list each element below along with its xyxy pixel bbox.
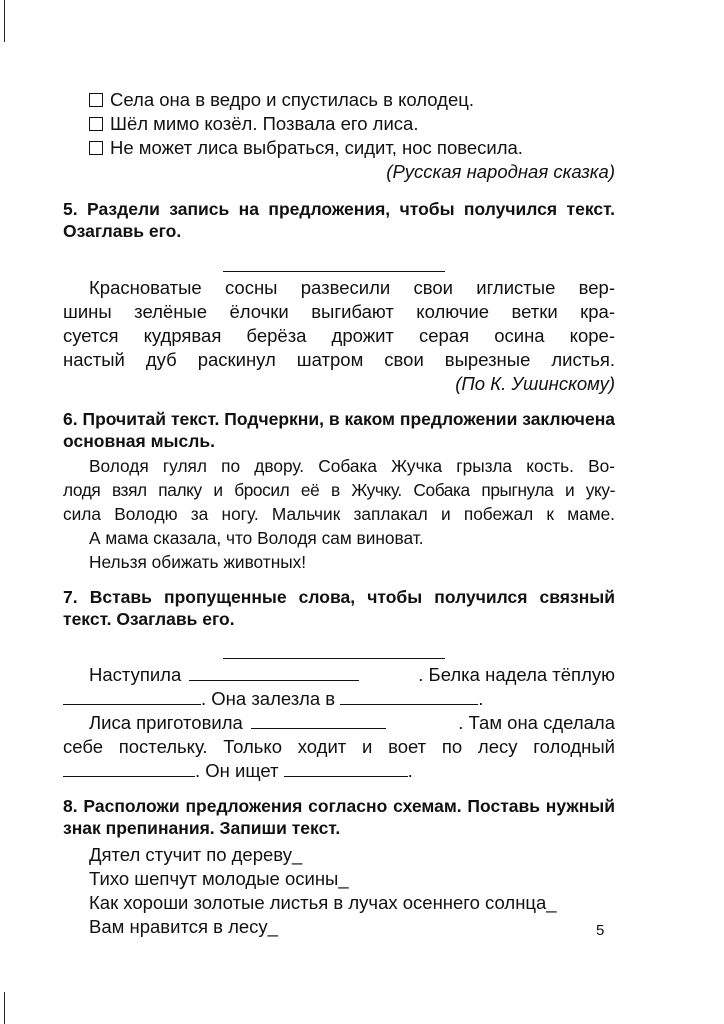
text-line: Лиса приготовила . Там она сделала (89, 712, 615, 733)
text-line: Нельзя обижать животных! (89, 552, 307, 572)
task-8 (63, 795, 615, 939)
options-list (63, 88, 615, 184)
page-edge-mark-bottom (4, 992, 5, 1024)
option-text: Шёл мимо козёл. Позвала его лиса. (110, 113, 419, 134)
task-6 (63, 408, 615, 574)
task-number: 8. (63, 796, 78, 816)
text-line: А мама сказала, что Володя сам виноват. (89, 528, 424, 548)
text-line: Вам нравится в лесу_ (89, 916, 278, 937)
answer-blank[interactable] (284, 759, 408, 777)
option-item (63, 88, 615, 112)
checkbox-3[interactable] (89, 141, 103, 155)
checkbox-1[interactable] (89, 93, 103, 107)
option-text: Села она в ведро и спустилась в колодец. (110, 89, 474, 110)
task-7 (63, 586, 615, 783)
text-line: суется кудрявая берёза дрожит серая осина коре- (63, 325, 615, 346)
source-note: (По К. Ушинскому) (455, 373, 615, 394)
task-5-instruction: 5. Раздели запись на предложения, чтобы получился текст. Озаглавь его. (63, 199, 615, 241)
text-line: шины зелёные ёлочки выгибают колючие ветки кра- (63, 301, 615, 322)
text-line: Тихо шепчут молодые осины_ (89, 868, 349, 889)
option-item (63, 112, 615, 136)
title-blank-field[interactable] (223, 270, 445, 272)
source-note: (Русская народная сказка) (386, 161, 615, 182)
text-line: лодя взял палку и бросил её в Жучку. Собака прыгнула и уку- (63, 480, 615, 500)
option-item (63, 136, 615, 160)
page-number: 5 (596, 922, 605, 939)
task-6-instruction: 6. Прочитай текст. Подчеркни, в каком предложении заключена основная мысль. (63, 409, 615, 451)
task-number: 7. (63, 587, 78, 607)
text-line: Володя гулял по двору. Собака Жучка грызла кость. Во- (89, 456, 615, 476)
text-line: себе постельку. Только ходит и воет по лесу голодный (63, 736, 615, 757)
task-number: 6. (63, 409, 78, 429)
option-text: Не может лиса выбраться, сидит, нос повесила. (110, 137, 523, 158)
answer-blank[interactable] (340, 687, 478, 705)
text-line: Красноватые сосны развесили свои иглистые вер- (89, 277, 615, 298)
page-content (63, 88, 615, 939)
answer-blank[interactable] (63, 759, 195, 777)
answer-blank[interactable] (251, 711, 386, 729)
text-line: сила Володю за ногу. Мальчик заплакал и побежал к маме. (63, 504, 615, 524)
text-line: Дятел стучит по дереву_ (89, 844, 303, 865)
task-5-text (63, 276, 615, 396)
title-blank-field[interactable] (223, 657, 445, 659)
task-6-text (63, 454, 615, 574)
task-8-instruction: 8. Расположи предложения согласно схемам. Поставь нужный знак препинания. Запиши текст. (63, 796, 616, 838)
task-5 (63, 198, 615, 396)
task-7-text (63, 663, 615, 783)
text-line: настый дуб раскинул шатром свои вырезные листья. (63, 349, 615, 370)
task-7-instruction: 7. Вставь пропущенные слова, чтобы получился связный текст. Озаглавь его. (63, 587, 615, 629)
page-edge-mark-top (4, 0, 5, 42)
answer-blank[interactable] (189, 663, 359, 681)
text-line: . Он ищет . (63, 759, 615, 783)
task-8-text (63, 843, 615, 939)
checkbox-2[interactable] (89, 117, 103, 131)
text-line: Наступила . Белка надела тёплую (89, 664, 615, 685)
task-number: 5. (63, 199, 78, 219)
answer-blank[interactable] (63, 687, 201, 705)
text-line: Как хороши золотые листья в лучах осеннего солнца_ (89, 892, 557, 913)
text-line: . Она залезла в . (63, 687, 615, 711)
